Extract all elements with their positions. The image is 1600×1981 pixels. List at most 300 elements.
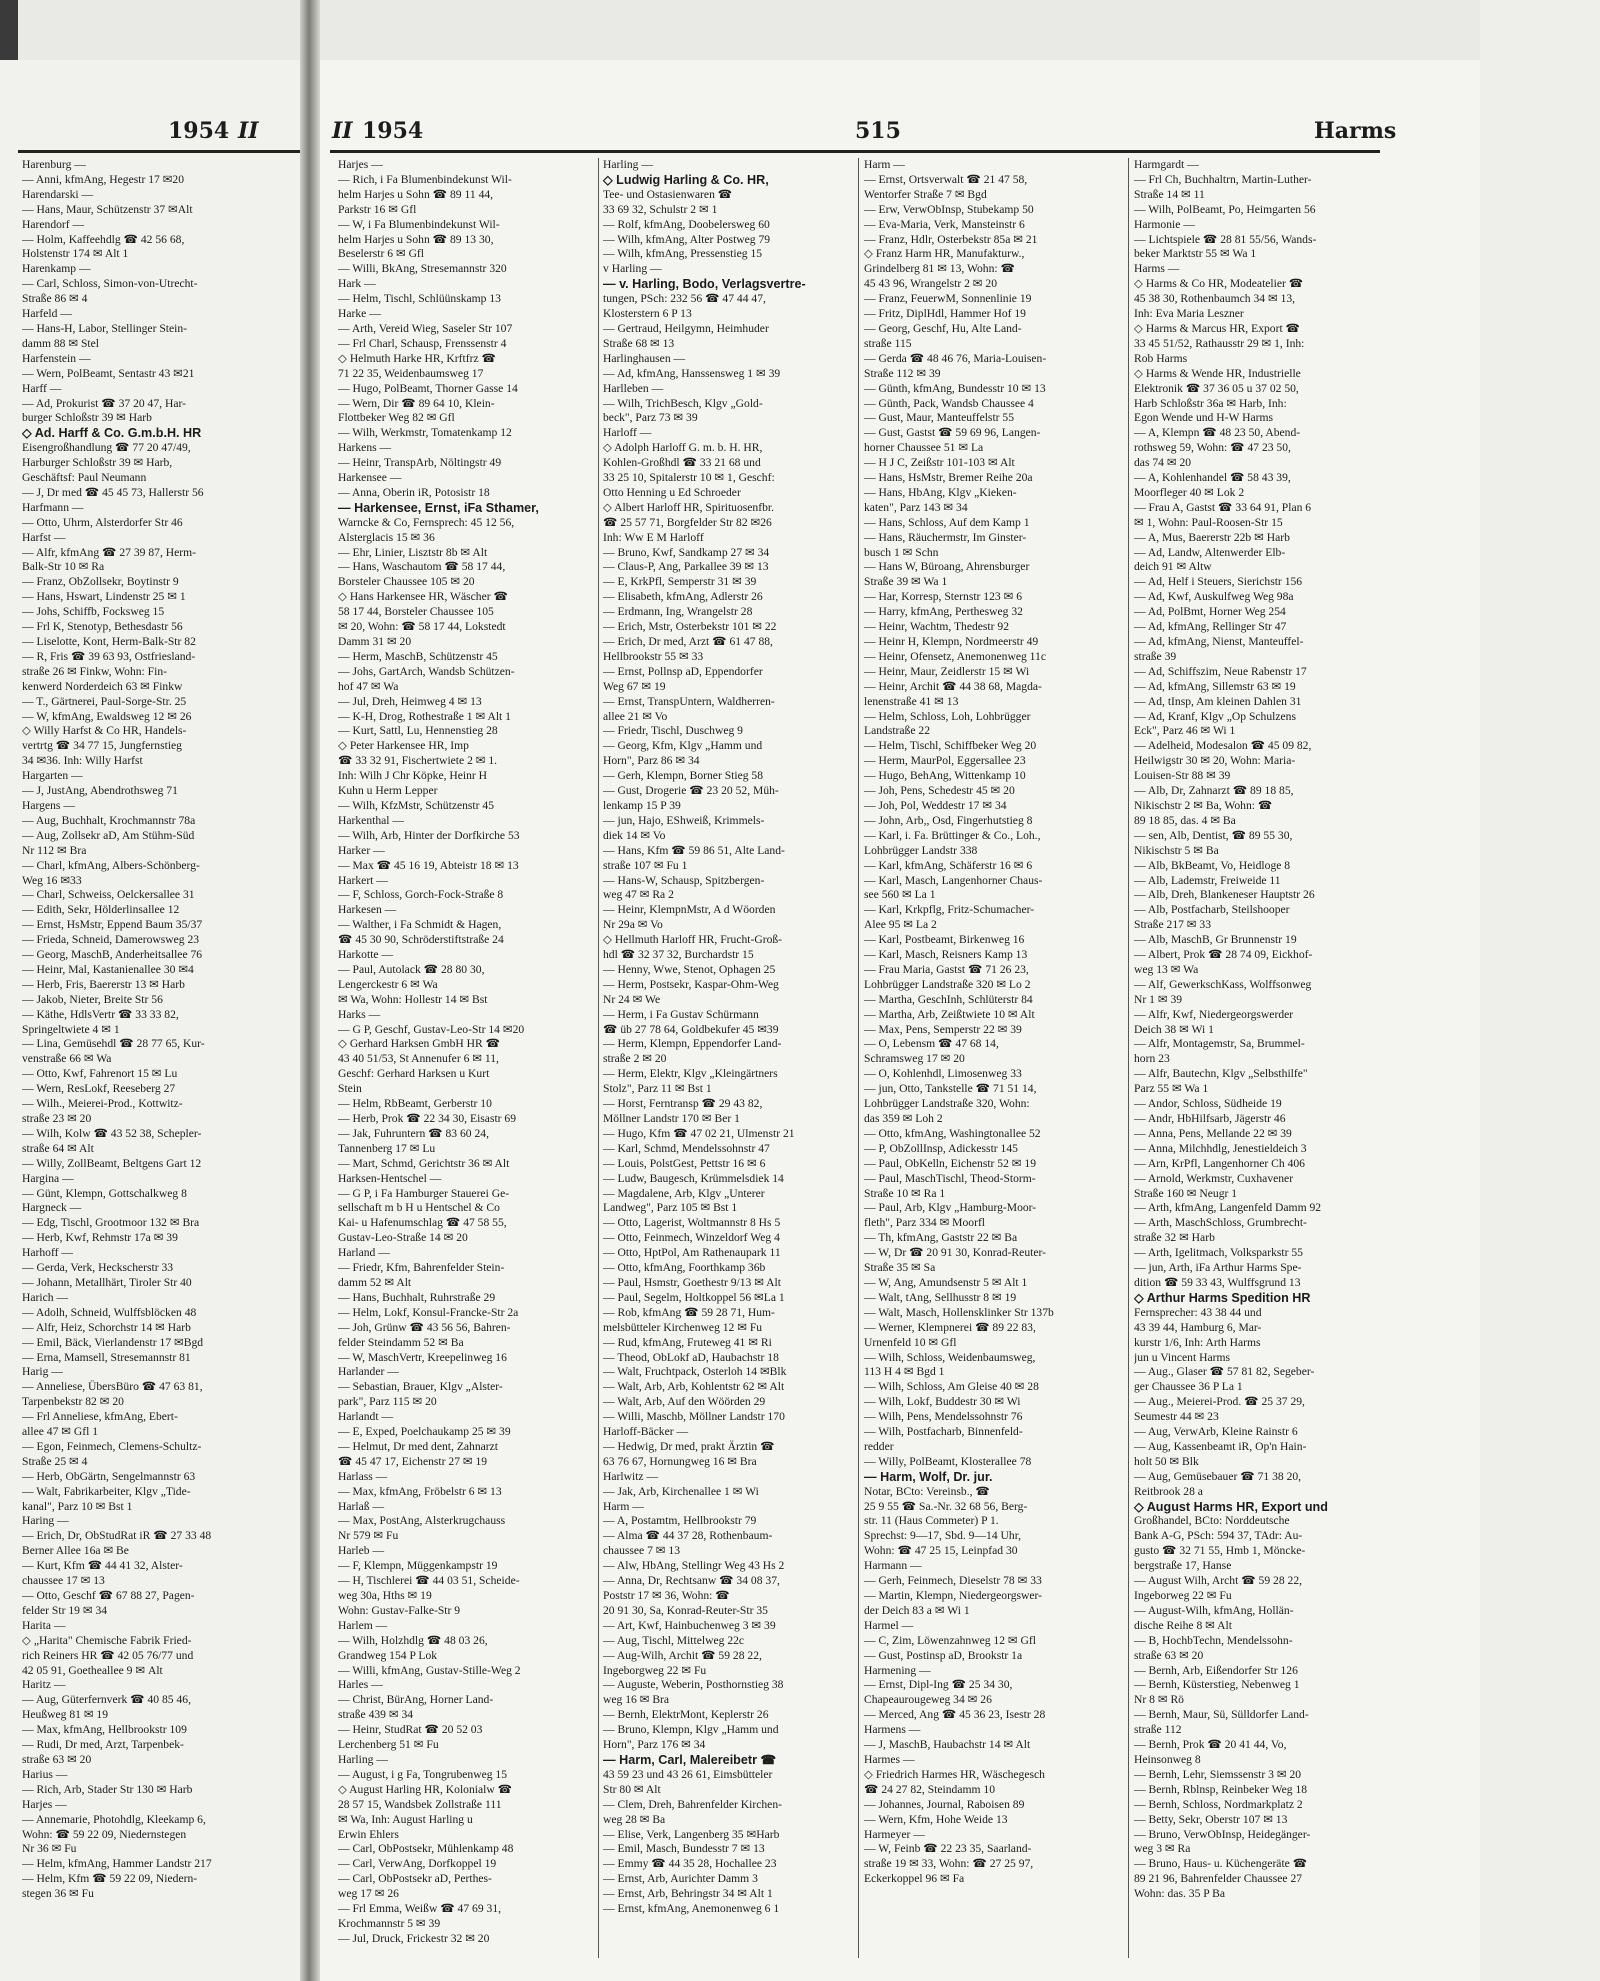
directory-entry: — Wilh, kfmAng, Alter Postweg 79 xyxy=(603,232,771,246)
directory-entry: deich 91 ✉ Altw xyxy=(1134,560,1212,574)
directory-entry: weg 30a, Hths ✉ 19 xyxy=(338,1589,432,1602)
directory-column-2 xyxy=(603,158,855,1968)
directory-entry: — Otto, Feinmech, Winzeldorf Weg 4 xyxy=(603,1231,780,1245)
directory-entry: — Bruno, Klempn, Klgv „Hamm und xyxy=(603,1723,779,1737)
directory-entry: Nr 8 ✉ Rö xyxy=(1134,1693,1184,1707)
directory-entry: — Karl, Schmd, Mendelssohnstr 47 xyxy=(603,1141,770,1155)
directory-entry: — Hans, Hswart, Lindenstr 25 ✉ 1 xyxy=(22,590,186,604)
directory-entry: — A, Klempn ☎ 48 23 50, Abend- xyxy=(1134,426,1301,440)
directory-entry: — Günth, Pack, Wandsb Chaussee 4 xyxy=(864,396,1034,410)
directory-entry: Straße 10 ✉ Ra 1 xyxy=(864,1186,946,1200)
directory-entry: — Hans, Waschautom ☎ 58 17 44, xyxy=(338,560,506,574)
directory-entry: — jun, Otto, Tankstelle ☎ 71 51 14, xyxy=(864,1082,1037,1096)
directory-entry: Nr 112 ✉ Bra xyxy=(22,843,87,857)
directory-entry: Ingeborweg 22 ✉ Fu xyxy=(1134,1589,1232,1602)
directory-entry: — Helm, RbBeamt, Gerberstr 10 xyxy=(338,1097,492,1111)
directory-entry: 34 ✉36. Inh: Willy Harfst xyxy=(22,754,143,768)
directory-entry: — Herm, Klempn, Eppendorfer Land- xyxy=(603,1037,782,1051)
directory-entry: Louisen-Str 88 ✉ 39 xyxy=(1134,769,1231,783)
directory-entry: Wohn: ☎ 59 22 09, Niedernstegen xyxy=(22,1827,187,1841)
directory-entry: — Alb, Dr, Zahnarzt ☎ 89 18 85, xyxy=(1134,784,1294,798)
directory-entry: — Wilh, Pens, Mendelssohnstr 76 xyxy=(864,1410,1023,1424)
directory-entry: Geschf: Gerhard Harksen u Kurt xyxy=(338,1067,490,1081)
surname-heading: Harenkamp — xyxy=(22,262,91,276)
directory-entry: — Frl Emma, Weißw ☎ 47 69 31, xyxy=(338,1902,502,1916)
directory-entry: — Heinr H, Klempn, Nordmeerstr 49 xyxy=(864,635,1039,648)
surname-heading: Harland — xyxy=(338,1246,390,1260)
directory-entry: 43 59 23 und 43 26 61, Eimsbütteler xyxy=(603,1767,773,1781)
directory-entry: — Rud, kfmAng, Fruteweg 41 ✉ Ri xyxy=(603,1335,772,1349)
directory-entry: — B, HochbTechn, Mendelssohn- xyxy=(1134,1633,1293,1647)
directory-entry: — J, Dr med ☎ 45 45 73, Hallerstr 56 xyxy=(22,485,204,499)
directory-entry: — Herm, Postsekr, Kaspar-Ohm-Weg xyxy=(603,977,779,991)
directory-entry: — Johs, GartArch, Wandsb Schützen- xyxy=(338,664,515,678)
directory-entry: — Otto, Uhrm, Alsterdorfer Str 46 xyxy=(22,515,183,529)
directory-entry: 43 39 44, Hamburg 6, Mar- xyxy=(1134,1320,1262,1334)
directory-entry: — Otto, Kwf, Fahrenort 15 ✉ Lu xyxy=(22,1067,178,1081)
directory-entry: — Alb, BkBeamt, Vo, Heidloge 8 xyxy=(1134,858,1291,872)
directory-entry: ◇ Harms & Co HR, Modeatelier ☎ xyxy=(1134,277,1304,291)
directory-entry: — Ad, Helf i Steuers, Sierichstr 156 xyxy=(1134,575,1303,589)
directory-entry: — Werner, Klempnerei ☎ 89 22 83, xyxy=(864,1320,1036,1334)
directory-entry: — Bernh, Maur, Sü, Sülldorfer Land- xyxy=(1134,1708,1309,1722)
directory-entry: — Hugo, PolBeamt, Thorner Gasse 14 xyxy=(338,381,518,395)
directory-entry: — Bernh, Rblnsp, Reinbeker Weg 18 xyxy=(1134,1782,1308,1796)
directory-entry: — G P, i Fa Hamburger Stauerei Ge- xyxy=(338,1186,510,1200)
directory-entry: — Gertraud, Heilgymn, Heimhuder xyxy=(603,321,769,335)
directory-entry: — Arth, kfmAng, Langenfeld Damm 92 xyxy=(1134,1201,1322,1215)
book-gutter xyxy=(300,0,320,1981)
directory-entry: — Aug-Wilh, Archit ☎ 59 28 22, xyxy=(603,1648,762,1662)
directory-entry: ✉ Wa, Wohn: Hollestr 14 ✉ Bst xyxy=(338,992,488,1006)
column-divider xyxy=(858,158,859,1958)
directory-entry: 42 05 91, Goethealleе 9 ✉ Alt xyxy=(22,1663,163,1677)
directory-entry: Tee- und Ostasienwaren ☎ xyxy=(603,187,733,201)
directory-entry: — Auguste, Weberin, Posthornstieg 38 xyxy=(603,1678,784,1692)
directory-entry: Balk-Str 10 ✉ Ra xyxy=(22,560,105,574)
directory-entry: — Herb, Prok ☎ 22 34 30, Eisastr 69 xyxy=(338,1112,517,1125)
directory-entry: — Adolh, Schneid, Wulffsblöcken 48 xyxy=(22,1305,197,1319)
surname-heading: Harms — xyxy=(1134,262,1180,276)
directory-entry: — C, Zim, Löwenzahnweg 12 ✉ Gfl xyxy=(864,1633,1036,1647)
directory-entry: Krochmannstr 5 ✉ 39 xyxy=(338,1916,441,1930)
directory-entry: ◇ Friedrich Harmes HR, Wäschegesch xyxy=(864,1767,1045,1781)
directory-entry: Straße 217 ✉ 33 xyxy=(1134,918,1212,932)
directory-entry: jun u Vincent Harms xyxy=(1134,1350,1231,1364)
directory-entry: — Herb, Kwf, Rehmstr 17a ✉ 39 xyxy=(22,1231,178,1245)
directory-entry: — Herb, ObGärtn, Sengelmannstr 63 xyxy=(22,1469,196,1483)
directory-entry: 113 H 4 ✉ Bgd 1 xyxy=(864,1365,945,1379)
directory-entry: — Franz, Hdlr, Osterbekstr 85a ✉ 21 xyxy=(864,232,1038,246)
directory-entry: — Erich, Dr, ObStudRat iR ☎ 27 33 48 xyxy=(22,1529,212,1543)
directory-entry: Großhandel, BCto: Norddeutsche xyxy=(1134,1514,1290,1528)
directory-entry: venstraße 66 ✉ Wa xyxy=(22,1052,112,1066)
directory-entry: — W, Feinb ☎ 22 23 35, Saarland- xyxy=(864,1842,1032,1856)
directory-entry: Stolz", Parz 11 ✉ Bst 1 xyxy=(603,1082,712,1096)
directory-entry: — Paul, ObKelln, Eichenstr 52 ✉ 19 xyxy=(864,1156,1037,1170)
directory-entry: Sprechst: 9—17, Sbd. 9—14 Uhr, xyxy=(864,1529,1022,1543)
directory-entry: — Johann, Metallhärt, Tiroler Str 40 xyxy=(22,1275,192,1289)
surname-heading: Hark — xyxy=(338,277,376,291)
directory-entry: — Anna, Milchhdlg, Jenestieldeich 3 xyxy=(1134,1141,1307,1155)
directory-entry: straße 23 ✉ 20 xyxy=(22,1112,92,1125)
directory-entry: — Gerh, Feinmech, Dieselstr 78 ✉ 33 xyxy=(864,1574,1042,1588)
directory-entry: straße 439 ✉ 34 xyxy=(338,1708,414,1722)
directory-entry: — Frl Ch, Buchhaltrn, Martin-Luther- xyxy=(1134,172,1312,186)
directory-entry: — Wilh, TrichBesch, Klgv „Gold- xyxy=(603,396,763,410)
directory-entry: vertrtg ☎ 34 77 15, Jungfernstieg xyxy=(22,739,182,753)
directory-entry: — Arth, Igelitmach, Volksparkstr 55 xyxy=(1134,1246,1303,1260)
directory-entry: — Hugo, Kfm ☎ 47 02 21, Ulmenstr 21 xyxy=(603,1126,795,1140)
directory-entry: — Carl, Schloss, Simon-von-Utrecht- xyxy=(22,277,198,291)
directory-entry: — Alb, MaschB, Gr Brunnenstr 19 xyxy=(1134,933,1297,947)
directory-entry: — Georg, Geschf, Hu, Alte Land- xyxy=(864,321,1022,335)
surname-heading: Hargneck — xyxy=(22,1201,82,1215)
directory-entry: Lohbrügger Landstraße 320, Wohn: xyxy=(864,1097,1030,1111)
directory-entry: Parkstr 16 ✉ Gfl xyxy=(338,202,417,216)
directory-column-1 xyxy=(338,158,594,1968)
directory-entry: — Willi, kfmAng, Gustav-Stille-Weg 2 xyxy=(338,1663,521,1677)
directory-entry: — Helm, Kfm ☎ 59 22 09, Niedern- xyxy=(22,1872,198,1886)
directory-entry: — Holm, Kaffeehdlg ☎ 42 56 68, xyxy=(22,232,185,246)
surname-heading: Harks — xyxy=(338,1007,381,1021)
directory-entry: — Annemarie, Photohdlg, Kleekamp 6, xyxy=(22,1812,206,1826)
directory-entry: — Herm, MaschB, Schützenstr 45 xyxy=(338,649,498,663)
surname-heading: Harkenthal — xyxy=(338,813,404,827)
directory-entry: Erwin Ehlers xyxy=(338,1827,399,1841)
directory-entry: — Gust, Drogerie ☎ 23 20 52, Müh- xyxy=(603,784,779,798)
directory-entry: Harb Schloßstr 36a ✉ Harb, Inh: xyxy=(1134,396,1287,410)
directory-entry: — Wilh, PolBeamt, Po, Heimgarten 56 xyxy=(1134,202,1316,216)
directory-entry: — Erdmann, Ing, Wrangelstr 28 xyxy=(603,605,753,619)
directory-entry: — Ad, Schiffszim, Neue Rabenstr 17 xyxy=(1134,664,1307,678)
directory-entry: — H, Tischlerei ☎ 44 03 51, Scheide- xyxy=(338,1574,520,1588)
directory-entry: straße 64 ✉ Alt xyxy=(22,1141,94,1155)
directory-entry: damm 52 ✉ Alt xyxy=(338,1275,412,1289)
surname-heading: Harfeld — xyxy=(22,307,72,321)
directory-entry: — Paul, Hsmstr, Goethestr 9/13 ✉ Alt xyxy=(603,1275,781,1289)
column-divider xyxy=(598,158,599,1958)
directory-entry: — Ad, kfmAng, Rellinger Str 47 xyxy=(1134,620,1287,634)
directory-entry: — Heinr, Archit ☎ 44 38 68, Magda- xyxy=(864,679,1042,693)
surname-heading: Harich — xyxy=(22,1290,69,1304)
directory-entry: — Max, kfmAng, Fröbelstr 6 ✉ 13 xyxy=(338,1484,502,1498)
directory-entry: ☎ 25 57 71, Borgfelder Str 82 ✉26 xyxy=(603,515,772,529)
scan-right-margin xyxy=(1480,0,1600,1981)
directory-entry: lenkamp 15 P 39 xyxy=(603,798,681,812)
directory-entry: — Andr, HbHilfsarb, Jägerstr 46 xyxy=(1134,1112,1286,1125)
directory-entry: Egon Wende und H-W Harms xyxy=(1134,411,1274,425)
directory-entry: — sen, Alb, Dentist, ☎ 89 55 30, xyxy=(1134,828,1293,842)
surname-heading: Harmens — xyxy=(864,1723,921,1737)
directory-entry: 25 9 55 ☎ Sa.-Nr. 32 68 56, Berg- xyxy=(864,1499,1028,1513)
directory-entry: Seumestr 44 ✉ 23 xyxy=(1134,1410,1219,1424)
directory-entry: weg 3 ✉ Ra xyxy=(1134,1842,1191,1856)
directory-entry: — Carl, ObPostsekr, Mühlenkamp 48 xyxy=(338,1842,514,1856)
directory-entry: Eisengroßhandlung ☎ 77 20 47/49, xyxy=(22,441,191,455)
directory-entry: diek 14 ✉ Vo xyxy=(603,828,666,842)
directory-entry: Notar, BCto: Vereinsb., ☎ xyxy=(864,1484,990,1498)
directory-entry: — Jak, Fuhruntern ☎ 83 60 24, xyxy=(338,1126,489,1140)
directory-entry: — Emil, Bäck, Vierlandenstr 17 ✉Bgd xyxy=(22,1335,204,1349)
directory-entry: — Heinr, KlempnMstr, A d Wöorden xyxy=(603,903,776,917)
directory-entry: straße 115 xyxy=(864,336,912,350)
directory-entry: — jun, Arth, iFa Arthur Harms Spe- xyxy=(1134,1261,1302,1275)
directory-entry: — Christ, BürAng, Horner Land- xyxy=(338,1693,494,1707)
directory-entry: — W, MaschVertr, Kreepelinweg 16 xyxy=(338,1350,507,1364)
directory-entry: — Rich, Arb, Stader Str 130 ✉ Harb xyxy=(22,1782,193,1796)
surname-heading: Harmeyer — xyxy=(864,1827,925,1841)
directory-entry: ◇ Arthur Harms Spedition HR xyxy=(1134,1290,1311,1305)
directory-entry: — Käthe, HdlsVertr ☎ 33 33 82, xyxy=(22,1007,179,1021)
directory-entry: damm 88 ✉ Stel xyxy=(22,336,100,350)
directory-entry: — Mart, Schmd, Gerichtstr 36 ✉ Alt xyxy=(338,1156,510,1170)
directory-entry: — A, Kohlenhandel ☎ 58 43 39, xyxy=(1134,471,1291,485)
surname-heading: Harendorf — xyxy=(22,217,85,231)
page-number: 515 xyxy=(855,118,901,144)
directory-entry: Holstenstr 174 ✉ Alt 1 xyxy=(22,247,129,261)
directory-entry: ◇ Willy Harfst & Co HR, Handels- xyxy=(22,724,187,738)
directory-entry: Kuhn u Herm Lepper xyxy=(338,784,438,798)
directory-entry: — Ernst, Pollnsp aD, Eppendorfer xyxy=(603,664,763,678)
directory-entry: — Hugo, BehAng, Wittenkamp 10 xyxy=(864,769,1026,783)
directory-entry: ✉ 20, Wohn: ☎ 58 17 44, Lokstedt xyxy=(338,620,506,634)
directory-entry: Wentorfer Straße 7 ✉ Bgd xyxy=(864,187,987,201)
directory-entry: — Magdalene, Arb, Klgv „Unterer xyxy=(603,1186,765,1200)
directory-entry: — Alb, Postfacharb, Steilshooper xyxy=(1134,903,1290,917)
directory-entry: — Anna, Pens, Mellande 22 ✉ 39 xyxy=(1134,1126,1292,1140)
directory-entry: — Theod, ObLokf aD, Haubachstr 18 xyxy=(603,1350,779,1364)
directory-entry: — Johannes, Journal, Raboisen 89 xyxy=(864,1797,1025,1811)
directory-entry: — Arn, KrPfl, Langenhorner Ch 406 xyxy=(1134,1156,1305,1170)
left-header-rule xyxy=(18,150,300,153)
directory-entry: — Bernh, ElektrMont, Keplerstr 26 xyxy=(603,1708,769,1722)
surname-heading: Harksen-Hentschel — xyxy=(338,1171,442,1185)
directory-entry: — Arth, Vereid Wieg, Saseler Str 107 xyxy=(338,321,513,335)
directory-entry: — Walt, Arb, Arb, Kohlentstr 62 ✉ Alt xyxy=(603,1380,785,1394)
directory-entry: — Walther, i Fa Schmidt & Hagen, xyxy=(338,918,502,932)
directory-entry: straße 19 ✉ 33, Wohn: ☎ 27 25 97, xyxy=(864,1857,1034,1871)
directory-entry: — Wilh, Kolw ☎ 43 52 38, Schepler- xyxy=(22,1126,202,1140)
directory-entry: — Alfr, Bautechn, Klgv „Selbsthilfe" xyxy=(1134,1067,1308,1081)
directory-entry: gusto ☎ 32 71 55, Hmb 1, Mönckе- xyxy=(1134,1544,1306,1558)
directory-entry: — Erna, Mamsell, Stresemannstr 81 xyxy=(22,1350,191,1364)
directory-entry: — Alf, GewerkschKass, Wolffsonweg xyxy=(1134,977,1312,991)
directory-entry: — Otto, Geschf ☎ 67 88 27, Pagen- xyxy=(22,1589,195,1602)
directory-entry: Wohn: ☎ 47 25 15, Leinpfad 30 xyxy=(864,1544,1018,1558)
directory-entry: — Ad, Kwf, Auskulfweg Weg 98a xyxy=(1134,590,1294,604)
directory-entry: — Harry, kfmAng, Perthesweg 32 xyxy=(864,605,1023,619)
directory-entry: — Fritz, DiplHdl, Hammer Hof 19 xyxy=(864,307,1026,321)
directory-entry: Tannenberg 17 ✉ Lu xyxy=(338,1141,436,1155)
directory-entry: — Franz, ObZollsekr, Boytinstr 9 xyxy=(22,575,179,589)
directory-entry: katen", Parz 143 ✉ 34 xyxy=(864,500,968,514)
directory-entry: — Ad, kfmAng, Nienst, Manteuffel- xyxy=(1134,635,1304,648)
directory-entry: sellschaft m b H u Hentschel & Co xyxy=(338,1201,500,1215)
directory-entry: — Wern, Dir ☎ 89 64 10, Klein- xyxy=(338,396,495,410)
directory-entry: — Martha, GeschInh, Schlüterstr 84 xyxy=(864,992,1033,1006)
directory-entry: — Aug, VerwArb, Kleine Rainstr 6 xyxy=(1134,1425,1298,1439)
directory-entry: — Ehr, Linier, Lisztstr 8b ✉ Alt xyxy=(338,545,488,559)
directory-entry: — Georg, Kfm, Klgv „Hamm und xyxy=(603,739,763,753)
directory-entry: — J, JustAng, Abendrothsweg 71 xyxy=(22,784,178,798)
directory-entry: — Hans W, Büroang, Ahrensburger xyxy=(864,560,1030,574)
directory-entry: — Frau Maria, Gastst ☎ 71 26 23, xyxy=(864,962,1029,976)
surname-heading: Harkensee — xyxy=(338,471,402,485)
directory-entry: — Georg, MaschB, Anderheitsallee 76 xyxy=(22,948,203,962)
directory-entry: weg 16 ✉ Bra xyxy=(603,1693,670,1707)
directory-entry: Rob Harms xyxy=(1134,351,1188,365)
surname-heading: Harita — xyxy=(22,1618,66,1632)
directory-entry: Straße 14 ✉ 11 xyxy=(1134,187,1205,201)
directory-entry: — Lichtspiele ☎ 28 81 55/56, Wands- xyxy=(1134,232,1317,246)
directory-entry: — Frau A, Gastst ☎ 33 64 91, Plan 6 xyxy=(1134,500,1312,514)
directory-entry: — Kurt, Sattl, Lu, Hennenstieg 28 xyxy=(338,724,498,738)
directory-entry: Nr 29a ✉ Vo xyxy=(603,918,663,932)
directory-entry: — Frl K, Stenotyp, Bethesdastr 56 xyxy=(22,620,183,634)
directory-entry: — Hans, Buchhalt, Ruhrstraße 29 xyxy=(338,1290,496,1304)
directory-entry: — Helm, Tischl, Schlüünskamp 13 xyxy=(338,292,501,306)
surname-heading: Harendarski — xyxy=(22,187,94,201)
directory-entry: weg 28 ✉ Ba xyxy=(603,1812,666,1826)
directory-entry: — Henny, Wwe, Stenot, Ophagen 25 xyxy=(603,962,776,976)
directory-entry: ✉ 1, Wohn: Paul-Roosen-Str 15 xyxy=(1134,515,1283,529)
directory-entry: — Walt, Fruchtpack, Osterloh 14 ✉Blk xyxy=(603,1365,787,1379)
directory-entry: 33 25 10, Spitalerstr 10 ✉ 1, Geschf: xyxy=(603,471,775,485)
right-header-volume: II xyxy=(332,118,353,144)
directory-entry: — Hans-H, Labor, Stellinger Stein- xyxy=(22,321,188,335)
directory-entry: — Ernst, Arb, Behringstr 34 ✉ Alt 1 xyxy=(603,1887,773,1901)
directory-entry: — Gerda ☎ 48 46 76, Maria-Louisen- xyxy=(864,351,1047,365)
directory-entry: str. 11 (Haus Commeter) P 1. xyxy=(864,1514,999,1528)
directory-entry: ◇ Ludwig Harling & Co. HR, xyxy=(603,172,769,187)
surname-heading: Harleb — xyxy=(338,1544,385,1558)
directory-entry: — Anna, Dr, Rechtsanw ☎ 34 08 37, xyxy=(603,1574,780,1588)
directory-entry: — Walt, Arb, Auf den Wöörden 29 xyxy=(603,1395,766,1409)
directory-entry: — Wilh, kfmAng, Pressenstieg 15 xyxy=(603,247,763,261)
directory-entry: — Otto, HptPol, Am Rathenaupark 11 xyxy=(603,1246,781,1260)
directory-entry: — J, MaschB, Haubachstr 14 ✉ Alt xyxy=(864,1738,1031,1752)
surname-heading: Harkert — xyxy=(338,873,388,887)
directory-entry: Straße 112 ✉ 39 xyxy=(864,366,941,380)
directory-entry: — Ernst, Arb, Aurichter Damm 3 xyxy=(603,1872,758,1886)
directory-entry: horner Chaussee 51 ✉ La xyxy=(864,441,984,455)
running-head: Harms xyxy=(1314,118,1397,144)
directory-entry: Tarpenbekstr 82 ✉ 20 xyxy=(22,1395,124,1409)
directory-entry: — Karl, Masch, Langenhorner Chaus- xyxy=(864,873,1043,887)
directory-entry: — Emmy ☎ 44 35 28, Hochallee 23 xyxy=(603,1857,777,1871)
surname-heading: Haritz — xyxy=(22,1678,66,1692)
directory-entry: — Hans, Schloss, Auf dem Kamp 1 xyxy=(864,515,1030,529)
directory-entry: — Willy, PolBeamt, Klosterallee 78 xyxy=(864,1454,1032,1468)
directory-entry: — Edg, Tischl, Grootmoor 132 ✉ Bra xyxy=(22,1216,200,1230)
directory-entry: — Louis, PolstGest, Pettstr 16 ✉ 6 xyxy=(603,1156,766,1170)
surname-heading: Harlass — xyxy=(338,1469,388,1483)
surname-heading: Harmes — xyxy=(864,1752,915,1766)
directory-entry: lenenstraße 41 ✉ 13 xyxy=(864,694,959,708)
surname-heading: Harling — xyxy=(603,158,653,171)
directory-entry: Parz 55 ✉ Wa 1 xyxy=(1134,1082,1209,1096)
surname-heading: Hargarten — xyxy=(22,769,83,783)
directory-entry: Hellbrookstr 55 ✉ 33 xyxy=(603,649,704,663)
directory-entry: — Gust, Maur, Manteuffelstr 55 xyxy=(864,411,1015,425)
directory-entry: — Hans, Maur, Schützenstr 37 ✉Alt xyxy=(22,202,193,216)
directory-entry: — Johs, Schiffb, Focksweg 15 xyxy=(22,605,165,619)
directory-entry: Weg 16 ✉33 xyxy=(22,873,82,887)
surname-heading: Harlander — xyxy=(338,1365,399,1379)
directory-entry: burger Schloßstr 39 ✉ Harb xyxy=(22,411,152,425)
directory-entry: — Charl, kfmAng, Albers-Schönberg- xyxy=(22,858,200,872)
directory-entry: — Willi, BkAng, Stresemannstr 320 xyxy=(338,262,507,276)
directory-entry: straße 112 xyxy=(1134,1723,1182,1737)
directory-entry: — Ad, Prokurist ☎ 37 20 47, Har- xyxy=(22,396,186,410)
directory-entry: Springeltwiete 4 ✉ 1 xyxy=(22,1022,120,1036)
directory-entry: Eck", Parz 46 ✉ Wi 1 xyxy=(1134,724,1236,738)
directory-entry: — Hans, HsMstr, Bremer Reihe 20a xyxy=(864,471,1033,485)
directory-entry: Straße 86 ✉ 4 xyxy=(22,292,88,306)
surname-heading: Harlwitz — xyxy=(603,1469,659,1483)
directory-entry: — Joh, Pens, Schedestr 45 ✉ 20 xyxy=(864,784,1015,798)
directory-entry: Damm 31 ✉ 20 xyxy=(338,635,412,648)
directory-entry: Straße 35 ✉ Sa xyxy=(864,1261,936,1275)
directory-entry: Grandweg 154 P Lok xyxy=(338,1648,438,1662)
directory-entry: — W, i Fa Blumenbindekunst Wil- xyxy=(338,217,500,231)
directory-entry: — Ad, PolBmt, Horner Weg 254 xyxy=(1134,605,1286,619)
directory-entry: — Bruno, Haus- u. Küchengeräte ☎ xyxy=(1134,1857,1308,1871)
surname-heading: Harling — xyxy=(338,1752,388,1766)
directory-entry: — Frieda, Schneid, Damerowsweg 23 xyxy=(22,933,200,947)
directory-entry: bergstraße 17, Hanse xyxy=(1134,1559,1232,1573)
directory-entry: ☎ 33 32 91, Fischertwiete 2 ✉ 1. xyxy=(338,754,498,768)
directory-entry: park", Parz 115 ✉ 20 xyxy=(338,1395,437,1409)
directory-entry: — Willi, Maschb, Möllner Landstr 170 xyxy=(603,1410,785,1424)
directory-entry: der Deich 83 a ✉ Wi 1 xyxy=(864,1603,970,1617)
directory-entry: — A, Postamtm, Hellbrookstr 79 xyxy=(603,1514,757,1528)
directory-entry: — Heinr, StudRat ☎ 20 52 03 xyxy=(338,1723,483,1737)
directory-entry: 89 21 96, Bahrenfelder Chaussee 27 xyxy=(1134,1872,1303,1886)
surname-heading: Harm — xyxy=(603,1499,644,1513)
directory-entry: — Heinr, Wachtm, Thedestr 92 xyxy=(864,620,1009,634)
directory-entry: Heinsonweg 8 xyxy=(1134,1752,1201,1766)
directory-entry: — Karl, Postbeamt, Birkenweg 16 xyxy=(864,933,1025,947)
directory-entry: — Alb, Dreh, Blankeneser Hauptstr 26 xyxy=(1134,888,1315,902)
directory-entry: — John, Arb,, Osd, Fingerhutstieg 8 xyxy=(864,813,1033,827)
directory-entry: — Adelheid, Modesalon ☎ 45 09 82, xyxy=(1134,739,1312,753)
directory-entry: kurstr 1/6, Inh: Arth Harms xyxy=(1134,1335,1261,1349)
directory-entry: 33 45 51/52, Rathausstr 29 ✉ 1, Inh: xyxy=(1134,336,1305,350)
directory-entry: hof 47 ✉ Wa xyxy=(338,679,399,693)
directory-entry: — Wern, PolBeamt, Sentastr 43 ✉21 xyxy=(22,366,195,380)
directory-entry: — Gerh, Klempn, Borner Stieg 58 xyxy=(603,769,764,783)
directory-entry: Wohn: das. 35 P Ba xyxy=(1134,1887,1226,1901)
directory-entry: — G P, Geschf, Gustav-Leo-Str 14 ✉20 xyxy=(338,1022,525,1036)
directory-entry: 58 17 44, Borsteler Chaussee 105 xyxy=(338,605,494,619)
directory-entry: — Egon, Feinmech, Clemens-Schultz- xyxy=(22,1439,202,1453)
directory-entry: — O, Lebensm ☎ 47 68 14, xyxy=(864,1037,999,1051)
directory-entry: 20 91 30, Sa, Konrad-Reuter-Str 35 xyxy=(603,1603,768,1617)
directory-entry: 45 43 96, Wrangelstr 2 ✉ 20 xyxy=(864,277,998,291)
directory-entry: Inh: Eva Maria Leszner xyxy=(1134,307,1244,321)
directory-entry: Lerchenberg 51 ✉ Fu xyxy=(338,1738,439,1752)
directory-entry: Lohbrügger Landstraße 320 ✉ Lo 2 xyxy=(864,977,1031,991)
directory-entry: — Herb, Fris, Baererstr 13 ✉ Harb xyxy=(22,977,185,991)
directory-entry: — Otto, Lagerist, Woltmannstr 8 Hs 5 xyxy=(603,1216,781,1230)
directory-entry: — Rob, kfmAng ☎ 59 28 71, Hum- xyxy=(603,1305,775,1319)
directory-entry: — Karl, kfmAng, Schäferstr 16 ✉ 6 xyxy=(864,858,1033,872)
directory-entry: — Paul, MaschTischl, Theod-Storm- xyxy=(864,1171,1036,1185)
directory-entry: — Martha, Arb, Zeißtwiete 10 ✉ Alt xyxy=(864,1007,1035,1021)
surname-heading: Harloff-Bäcker — xyxy=(603,1425,689,1439)
